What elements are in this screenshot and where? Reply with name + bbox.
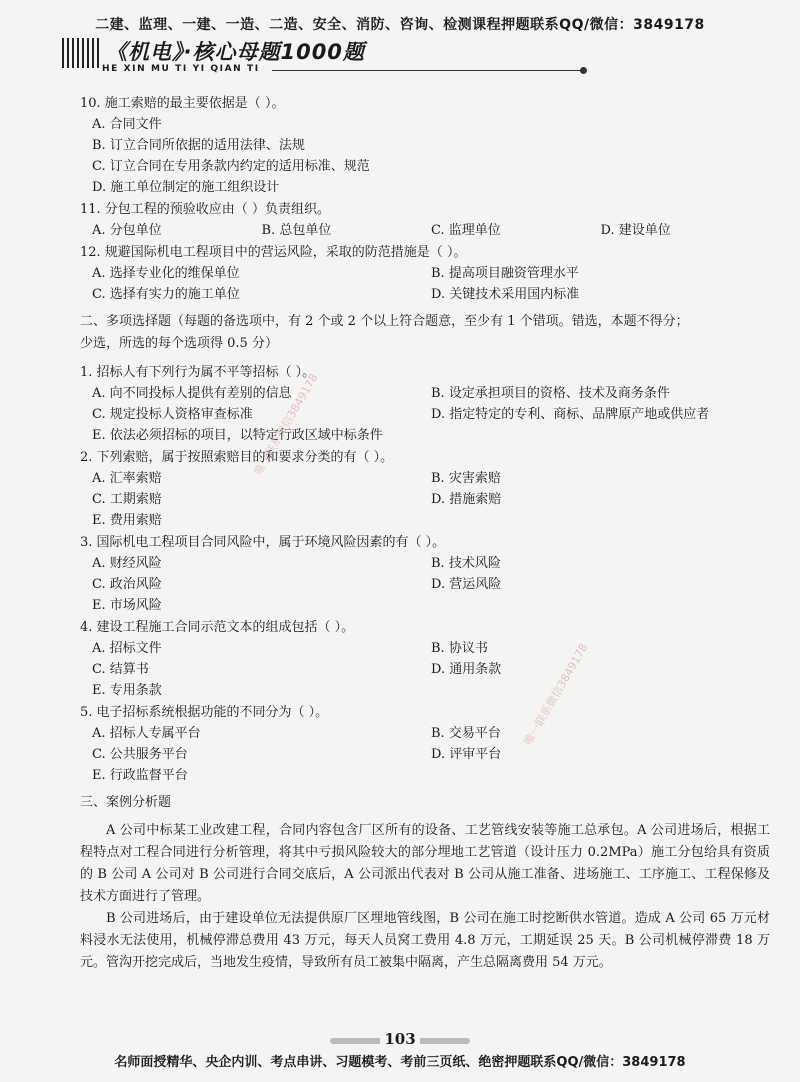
option: A. 招标文件 xyxy=(92,641,162,656)
option: E. 专用条款 xyxy=(92,683,162,698)
case-paragraph: B 公司进场后，由于建设单位无法提供原厂区埋地管线图，B 公司在施工时挖断供水管道。造成 A 公司 65 万元材料浸水无法使用，机械停滞总费用 43 万元，每天人员窝工费用 4.8 万元，工期延误 25 天。B 公司机械停滞费 18 万元。管沟开挖完成后，当地发生疫情，导致所有员工被集中隔离，产生总隔离费用 54 万元。 xyxy=(80,911,770,970)
page-content xyxy=(80,92,770,974)
option: B. 技术风险 xyxy=(431,556,501,571)
option: B. 订立合同所依据的适用法律、法规 xyxy=(92,138,305,153)
option: D. 施工单位制定的施工组织设计 xyxy=(92,180,280,195)
option: A. 招标人专属平台 xyxy=(92,726,201,741)
option: C. 规定投标人资格审查标准 xyxy=(92,407,253,422)
option: B. 协议书 xyxy=(431,641,488,656)
section-title: 三、案例分析题 xyxy=(80,795,172,810)
header-title: 《机电》·核心母题1000题 xyxy=(106,40,365,64)
option: E. 行政监督平台 xyxy=(92,768,188,783)
case-paragraph: A 公司中标某工业改建工程，合同内容包含厂区所有的设备、工艺管线安装等施工总承包。A 公司进场后，根据工程特点对工程合同进行分析管理，将其中亏损风险较大的部分埋地工艺管道（设计压力 0.2MPa）施工分包给具有资质的 B 公司 A 公司对 B 公司进行合同交底后，A 公司派出代表对 B 公司从施工准备、进场施工、工序施工、工程保修及技术方面进行了管理。 xyxy=(80,823,770,904)
option: D. 评审平台 xyxy=(431,747,502,762)
option: C. 监理单位 xyxy=(431,223,501,238)
option: C. 公共服务平台 xyxy=(92,747,188,762)
option: C. 政治风险 xyxy=(92,577,162,592)
question: 10. 施工索赔的最主要依据是（ ）。 xyxy=(80,96,285,111)
watermark: 唯一联系微信3849178 xyxy=(521,641,591,748)
option: B. 总包单位 xyxy=(261,223,332,238)
option: A. 分包单位 xyxy=(92,223,162,238)
question: 3. 国际机电工程项目合同风险中，属于环境风险因素的有（ ）。 xyxy=(80,535,446,550)
option: B. 设定承担项目的资格、技术及商务条件 xyxy=(431,386,670,401)
page-number-area xyxy=(330,1030,470,1052)
option: A. 财经风险 xyxy=(92,556,162,571)
option: E. 费用索赔 xyxy=(92,513,162,528)
section-note: 少选，所选的每个选项得 0.5 分） xyxy=(80,336,278,351)
option: A. 汇率索赔 xyxy=(92,471,162,486)
header-dot xyxy=(580,67,587,74)
option: A. 合同文件 xyxy=(92,117,162,132)
page-header xyxy=(62,34,582,80)
option: C. 工期索赔 xyxy=(92,492,162,507)
option: A. 选择专业化的维保单位 xyxy=(92,266,240,281)
page-number: 103 xyxy=(380,1030,420,1048)
option: C. 选择有实力的施工单位 xyxy=(92,287,240,302)
option: D. 营运风险 xyxy=(431,577,502,592)
question: 2. 下列索赔，属于按照索赔目的和要求分类的有（ ）。 xyxy=(80,450,394,465)
question: 4. 建设工程施工合同示范文本的组成包括（ ）。 xyxy=(80,620,355,635)
option: A. 向不同投标人提供有差别的信息 xyxy=(92,386,292,401)
question: 1. 招标人有下列行为属不平等招标（ ）。 xyxy=(80,365,316,380)
header-subtitle: HE XIN MU TI YI QIAN TI xyxy=(102,64,260,74)
option: D. 建设单位 xyxy=(600,223,671,238)
option: C. 结算书 xyxy=(92,662,149,677)
option: D. 措施索赔 xyxy=(431,492,502,507)
option: B. 提高项目融资管理水平 xyxy=(431,266,579,281)
section-title: 二、多项选择题（每题的备选项中，有 2 个或 2 个以上符合题意，至少有 1 个错项。错选，本题不得分； xyxy=(80,314,689,329)
option: B. 灾害索赔 xyxy=(431,471,501,486)
bottom-banner: 名师面授精华、央企内训、考点串讲、习题模考、考前三页纸、绝密押题联系QQ/微信：3849178 xyxy=(114,1055,686,1070)
question: 5. 电子招标系统根据功能的不同分为（ ）。 xyxy=(80,705,329,720)
watermark: 唯一联系微信3849178 xyxy=(251,371,321,478)
top-banner: 二建、监理、一建、一造、二造、安全、消防、咨询、检测课程押题联系QQ/微信：3849178 xyxy=(95,17,705,33)
header-rule xyxy=(272,70,582,71)
option: E. 市场风险 xyxy=(92,598,162,613)
option: C. 订立合同在专用条款内约定的适用标准、规范 xyxy=(92,159,370,174)
option: D. 通用条款 xyxy=(431,662,502,677)
question: 12. 规避国际机电工程项目中的营运风险，采取的防范措施是（ ）。 xyxy=(80,245,467,260)
option: E. 依法必须招标的项目，以特定行政区域中标条件 xyxy=(92,428,383,443)
option: D. 关键技术采用国内标准 xyxy=(431,287,580,302)
question: 11. 分包工程的预验收应由（ ）负责组织。 xyxy=(80,202,330,217)
option: D. 指定特定的专利、商标、品牌原产地或供应者 xyxy=(431,407,710,422)
header-decoration xyxy=(62,38,102,68)
option: B. 交易平台 xyxy=(431,726,501,741)
